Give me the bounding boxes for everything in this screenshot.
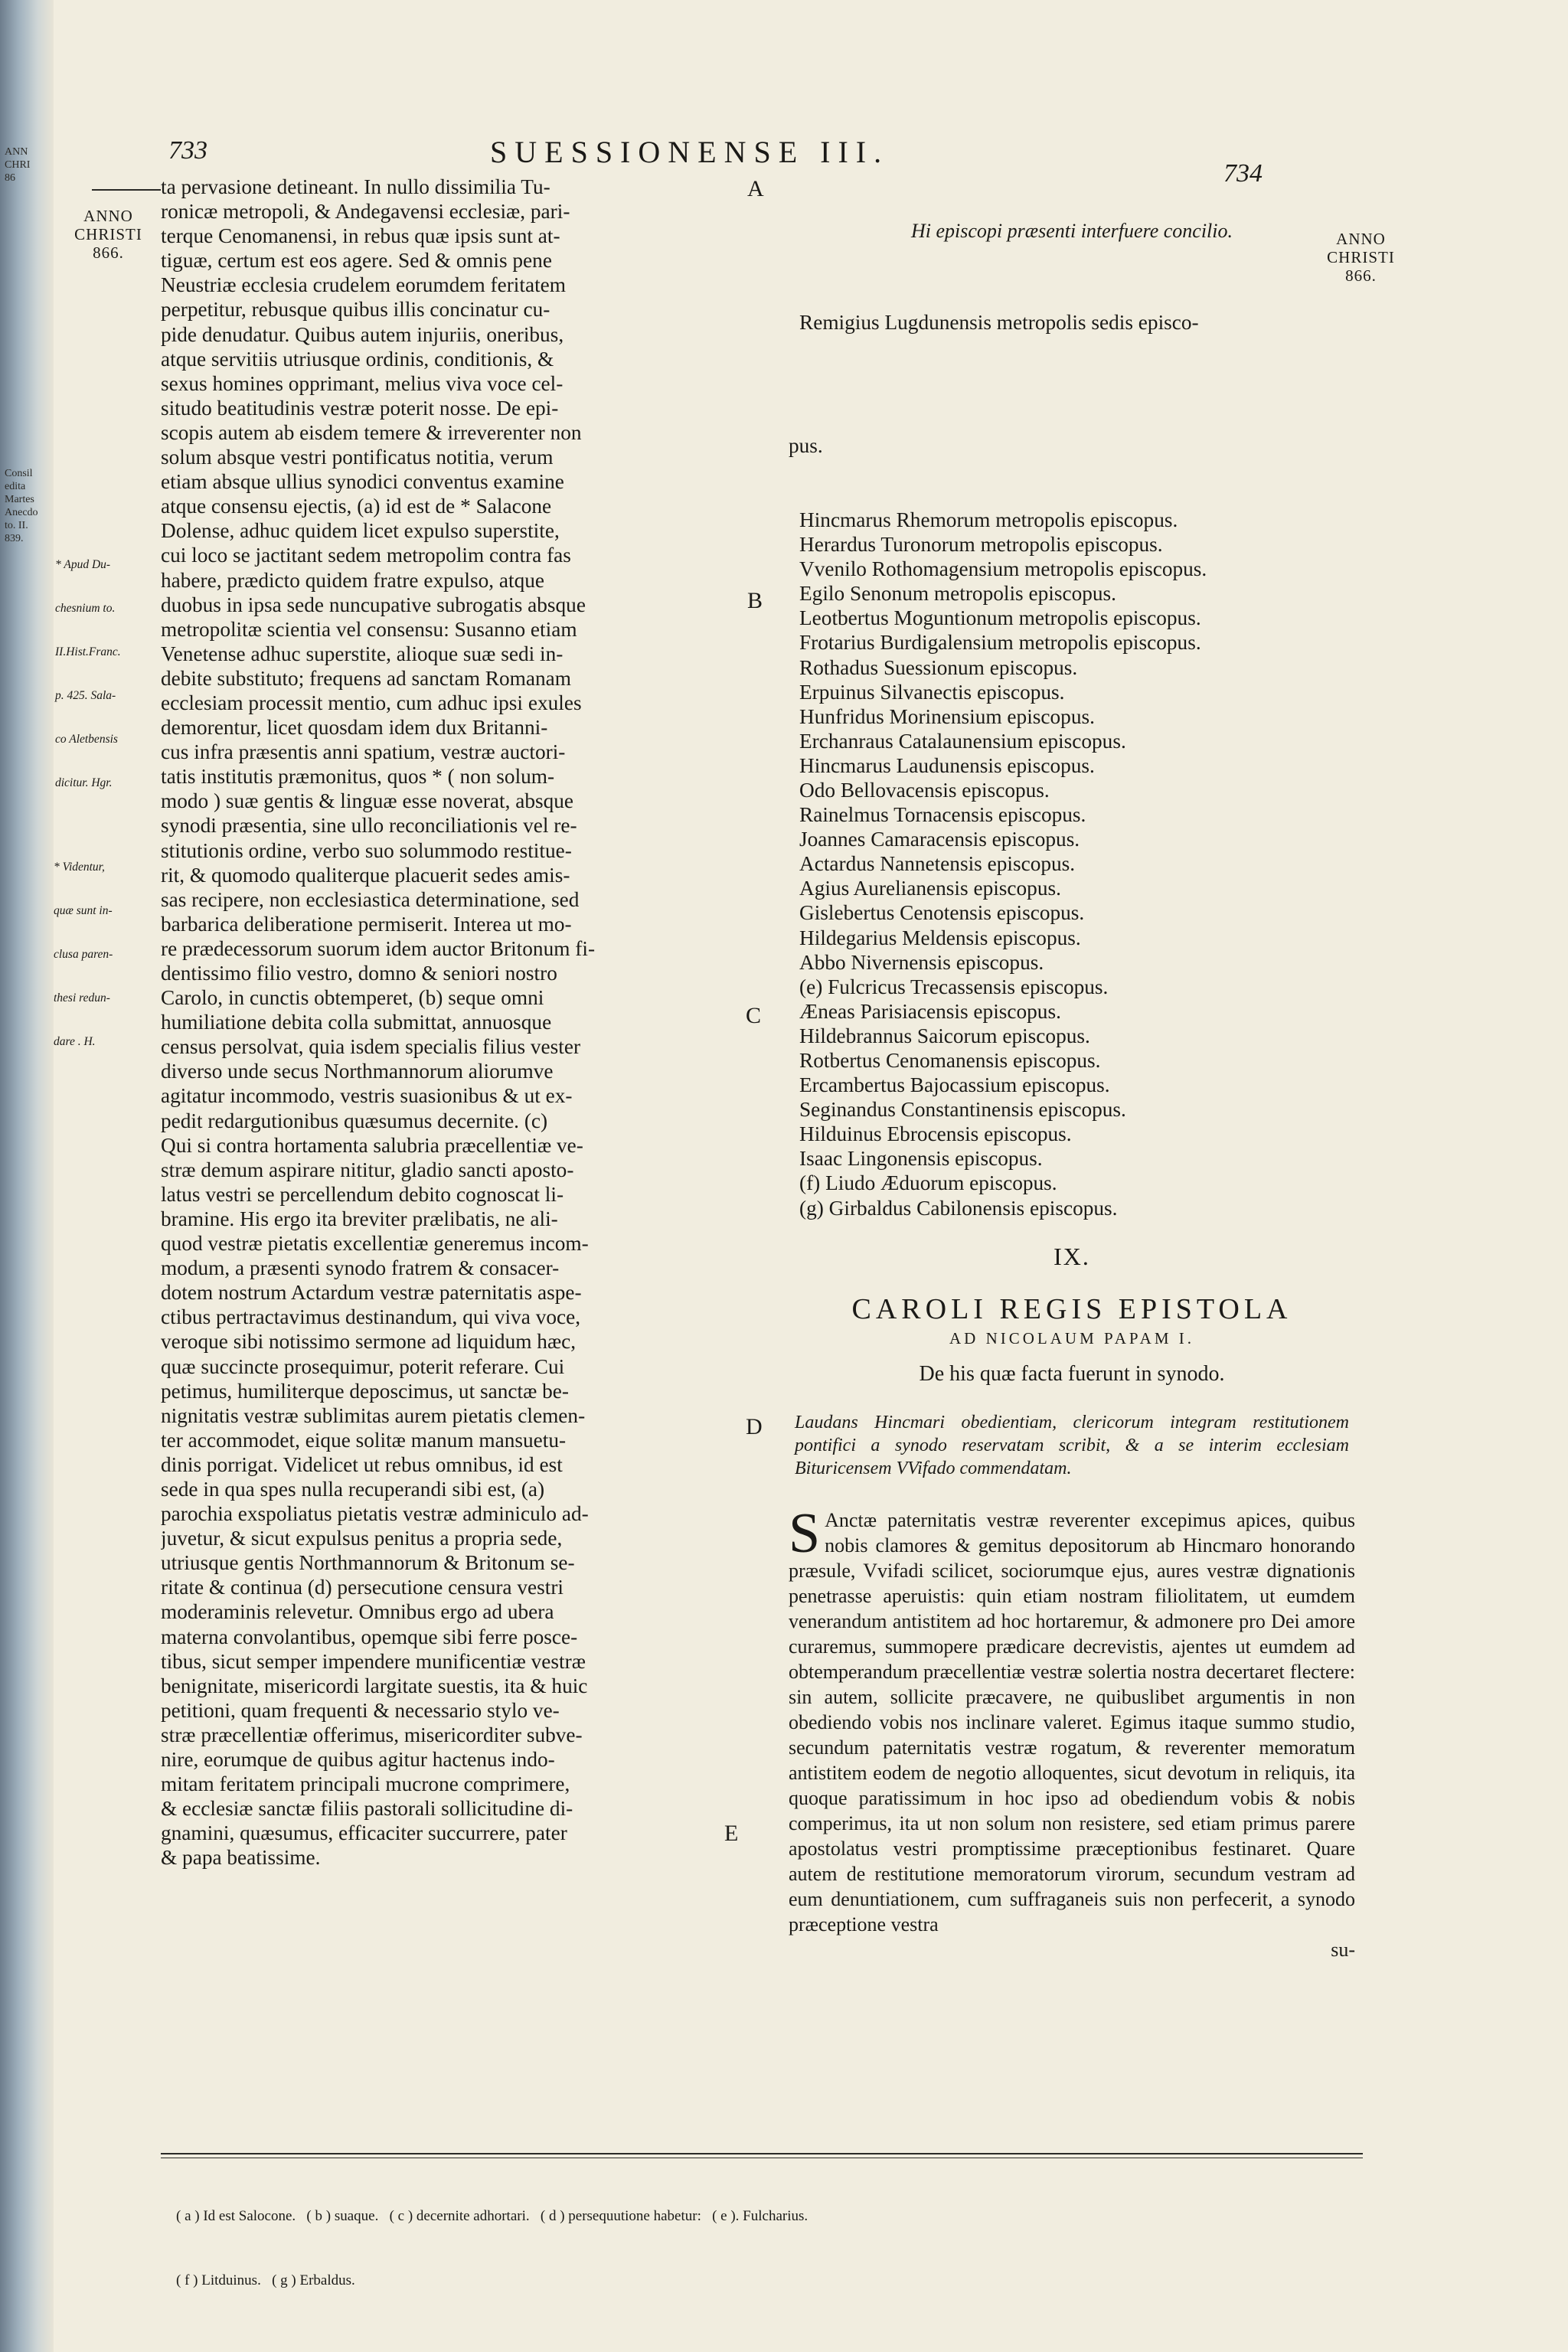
margin-note-line: * Videntur, (54, 861, 105, 874)
page-number-right: 734 (1223, 159, 1263, 188)
margin-note-line: chesnium to. (55, 602, 116, 615)
text-line: nignitatis vestræ sublimitas aurem pietatis clemen- (161, 1403, 586, 1427)
anno-christi-right: ANNO CHRISTI 866. (1327, 230, 1395, 285)
catchword: su- (1331, 1938, 1355, 1961)
bishop-line: Rothadus Suessionum episcopus. (799, 655, 1078, 679)
text-line: & papa beatissime. (161, 1846, 321, 1870)
text-line: stitutionis ordine, verbo suo solummodo restitue- (161, 838, 572, 862)
bishop-line: Erchanraus Catalaunensium episcopus. (799, 729, 1126, 753)
paragraph-dash (92, 189, 161, 191)
text-line: moderaminis relevetur. Omnibus ergo ad ubera (161, 1600, 554, 1624)
gutter-anno-text: ANN CHRI 86 (5, 146, 31, 184)
text-line: etiam absque ullius synodici conventus examine (161, 470, 564, 494)
bishop-line: Actardus Nannetensis episcopus. (799, 852, 1076, 876)
section-number: IX. (1054, 1242, 1090, 1270)
epistle-subject: De his quæ facta fuerunt in synodo. (919, 1361, 1225, 1386)
text-line: pedit redargutionibus quæsumus decernite. (c) (161, 1109, 548, 1132)
footnote-line: ( a ) Id est Salocone. ( b ) suaque. ( c ) decernite adhortari. ( d ) persequutione habetur: ( e ). Fulcharius. (176, 2208, 808, 2224)
epistle-title: CAROLI REGIS EPISTOLA (851, 1292, 1292, 1325)
text-line: stræ demum aspirare nititur, gladio sancti aposto- (161, 1158, 574, 1181)
text-line: ctibus pertractavimus destinandum, qui viva voce, (161, 1305, 581, 1329)
text-line: Qui si contra hortamenta salubria præcellentiæ ve- (161, 1133, 583, 1157)
text-line: tiguæ, certum est eos agere. Sed & omnis pene (161, 249, 552, 273)
first-bishop (789, 261, 1355, 384)
bishop-line: (f) Liudo Æduorum episcopus. (799, 1171, 1057, 1195)
bishop-line: pus. (789, 433, 823, 457)
footnotes (176, 2163, 808, 2334)
text-line: petimus, humiliterque deposcimus, ut sanctæ be- (161, 1379, 569, 1403)
section-marker-d: D (746, 1414, 763, 1439)
text-line: Venetense adhuc superstite, alioque suæ sedi in- (161, 642, 564, 665)
margin-note-line: dare . H. (54, 1035, 96, 1048)
text-line: agitatur incommodo, vestris suasionibus & ut ex- (161, 1084, 573, 1108)
text-line: juvetur, & sicut expulsus penitus a propria sede, (161, 1527, 563, 1550)
bishop-line: (g) Girbaldus Cabilonensis episcopus. (799, 1196, 1118, 1220)
margin-note-line: dicitur. Hgr. (55, 776, 113, 789)
bishop-line: Hildegarius Meldensis episcopus. (799, 926, 1081, 949)
right-column (789, 218, 1355, 1962)
margin-note-line: II.Hist.Franc. (55, 645, 121, 658)
text-line: bramine. His ergo ita breviter prælibatis, ne ali- (161, 1207, 558, 1230)
bishop-line: Æneas Parisiacensis episcopus. (799, 999, 1061, 1023)
text-line: latus vestri se percellendum debito cognoscat li- (161, 1182, 564, 1206)
epistle-body (789, 1501, 1355, 1937)
bishop-line: Seginandus Constantinensis episcopus. (799, 1098, 1126, 1122)
text-line: Carolo, in cunctis obtemperet, (b) seque omni (161, 986, 544, 1010)
bishop-line: Remigius Lugdunensis metropolis sedis episco- (799, 311, 1199, 335)
text-line: veroque sibi notissimo sermone ad liquidum hæc, (161, 1330, 577, 1354)
text-line: atque consensu ejectis, (a) id est de * Salacone (161, 495, 552, 518)
bishop-line: Herardus Turonorum metropolis episcopus. (799, 533, 1163, 557)
text-line: quod vestræ pietatis excellentiæ generemus incom- (161, 1232, 589, 1256)
bishop-line: Leotbertus Moguntionum metropolis episcopus. (799, 606, 1201, 630)
text-line: dotem nostrum Actardum vestræ paternitatis aspe- (161, 1281, 582, 1305)
text-line: sas recipere, non ecclesiastica determinatione, sed (161, 887, 580, 911)
text-line: debite substituto; frequens ad sanctam Romanam (161, 666, 571, 690)
text-line: dinis porrigat. Videlicet ut rebus omnibus, id est (161, 1452, 563, 1476)
bishop-line: Agius Aurelianensis episcopus. (799, 877, 1061, 900)
binding-gutter (0, 0, 54, 2352)
drop-cap: S (789, 1501, 821, 1565)
text-line: pide denudatur. Quibus autem injuriis, oneribus, (161, 322, 564, 346)
bishop-line: Abbo Nivernensis episcopus. (799, 950, 1044, 974)
text-line: tibus, sicut semper impendere munificentiæ vestræ (161, 1649, 586, 1673)
text-line: dentissimo filio vestro, domno & seniori nostro (161, 962, 557, 985)
bishop-line: Gislebertus Cenotensis episcopus. (799, 901, 1085, 925)
epistle-summary: Laudans Hincmari obedientiam, clericorum integram restitutionem pontifici a synodo reservatam scribit, & a se interim ecclesiam Bituricensem VVifado commendatam. (795, 1412, 1349, 1478)
text-line: quæ succincte prosequimur, poterit referare. Cui (161, 1354, 565, 1378)
text-line: Neustriæ ecclesia crudelem eorumdem feritatem (161, 273, 567, 297)
margin-note-line: thesi redun- (54, 991, 110, 1004)
book-page (54, 0, 1568, 2352)
text-line: habere, prædicto quidem fratre expulso, atque (161, 568, 545, 592)
bishop-line: Joannes Camaracensis episcopus. (799, 828, 1080, 851)
text-line: diverso unde secus Northmannorum aliorumve (161, 1060, 554, 1083)
text-line: perpetitur, rebusque quibus illis concinatur cu- (161, 298, 550, 322)
section-marker-e: E (724, 1821, 739, 1846)
text-line: situdo beatitudinis vestræ poterit nosse. De epi- (161, 396, 559, 420)
page-number-left: 733 (168, 136, 207, 165)
text-line: atque servitiis utriusque ordinis, conditionis, & (161, 347, 554, 371)
text-line: & ecclesiæ sanctæ filiis pastorali sollicitudine di- (161, 1797, 573, 1821)
bishop-line: Isaac Lingonensis episcopus. (799, 1147, 1043, 1171)
margin-note-salacone (55, 528, 121, 819)
margin-note-videntur (54, 831, 113, 1078)
text-line: materna convolantibus, opemque sibi ferre posce- (161, 1625, 578, 1648)
text-line: ta pervasione detineant. In nullo dissimilia Tu- (161, 175, 550, 198)
epistle-text: Anctæ paternitatis vestræ reverenter excepimus apices, quibus nobis clamores & gemitus depositorum ab Hincmaro honorando præsule, Vvifadi scilicet, sociorumque ejus, aures vestræ dignationis penetrasse aperuistis: quin etiam nostram filiolitatem, ut eumdem venerandum antistitem ad hoc hortaremur, & admonere pro Dei amore curaremus, summopere prædicare decrevistis, ajentes ut eumdem ad obtemperandum præcellentiæ vestræ solertia nostra decertaret flectere: sin autem, sollicite præcavere, ne quibuslibet argumentis in non obediendo vobis nos inclinare valeret. Egimus itaque summo studio, secundum paternitatis vestræ rogatum, & reverenter memoratum antistitem eodem de negotio alloquentes, sicut devotum in reliquis, ita quoque paratissimum in hoc ipso ad obediendum vobis & nobis comperimus, ita ut non solum non resistere, sed etiam primus parere apostolatus vestri promptissime præceptionibus festinaret. Quare autem de restitutione memoratorum virorum, secundum vestram ad eum denuntiationem, cum suffraganeis suis non perfecerit, a synodo præceptione vestra (789, 1508, 1355, 1936)
text-line: gnamini, quæsumus, efficaciter succurrere, pater (161, 1821, 567, 1845)
margin-note-line: co Aletbensis (55, 733, 118, 746)
section-marker-a: A (747, 176, 764, 201)
text-line: re prædecessorum suorum idem auctor Britonum fi- (161, 936, 596, 960)
bishop-line: Hincmarus Laudunensis episcopus. (799, 753, 1095, 777)
text-line: sede in qua spes nulla recuperandi sibi est, (a) (161, 1477, 545, 1501)
bishop-line: Rainelmus Tornacensis episcopus. (799, 803, 1086, 827)
text-line: benignitate, misericordi largitate suestis, ita & huic (161, 1674, 588, 1697)
gutter-note-text: Consil edita Martes Anecdo to. II. 839. (5, 468, 38, 544)
text-line: nire, eorumque de quibus agitur hactenus indo- (161, 1748, 555, 1771)
margin-note-line: * Apud Du- (55, 558, 111, 571)
bishop-line: Odo Bellovacensis episcopus. (799, 778, 1050, 802)
bishop-line: Egilo Senonum metropolis episcopus. (799, 582, 1116, 606)
bishop-line: Ercambertus Bajocassium episcopus. (799, 1073, 1110, 1097)
text-line: census persolvat, quia isdem specialis filius vester (161, 1035, 581, 1059)
text-line: mitam feritatem principali mucrone comprimere, (161, 1772, 570, 1796)
text-line: sexus homines opprimant, melius viva voce cel- (161, 371, 564, 395)
text-line: tatis institutis præmonitus, quos * ( non solum- (161, 765, 555, 789)
text-line: demorentur, licet quosdam idem dux Britanni- (161, 716, 548, 740)
text-line: cui loco se jactitant sedem metropolim contra fas (161, 544, 571, 567)
text-line: barbarica deliberatione permiserit. Interea ut mo- (161, 912, 572, 936)
text-line: humiliatione debita colla submittat, annuosque (161, 1011, 552, 1034)
bishop-line: Hildebrannus Saicorum episcopus. (799, 1024, 1090, 1047)
section-marker-b: B (747, 588, 763, 613)
text-line: synodi præsentia, sine ullo reconciliationis vel re- (161, 814, 577, 838)
text-line: utriusque gentis Northmannorum & Britonum se- (161, 1551, 575, 1575)
bishop-line: Hincmarus Rhemorum metropolis episcopus. (799, 508, 1178, 531)
margin-note-line: quæ sunt in- (54, 904, 113, 917)
bishops-intro: Hi episcopi præsenti interfuere concilio. (910, 220, 1233, 242)
bishop-line: Vvenilo Rothomagensium metropolis episcopus. (799, 557, 1207, 581)
footnote-line: ( f ) Litduinus. ( g ) Erbaldus. (176, 2272, 355, 2288)
text-line: rit, & quomodo qualiterque placuerit sedes amis- (161, 863, 570, 887)
footnote-rule (161, 2153, 1363, 2154)
first-bishop-cont (789, 384, 1355, 506)
text-line: ronicæ metropoli, & Andegavensi ecclesiæ, pari- (161, 200, 570, 224)
section-marker-c: C (746, 1003, 762, 1028)
text-line: ecclesiam processit mentio, cum adhuc ipsi exules (161, 691, 582, 714)
margin-note-line: p. 425. Sala- (55, 689, 116, 702)
bishop-line: Hilduinus Ebrocensis episcopus. (799, 1122, 1072, 1146)
text-line: ritate & continua (d) persecutione censura vestri (161, 1576, 564, 1599)
text-line: cus infra præsentis anni spatium, vestræ auctori- (161, 740, 566, 764)
bishop-line: Rotbertus Cenomanensis episcopus. (799, 1049, 1101, 1072)
anno-christi-left: ANNO CHRISTI 866. (74, 207, 142, 262)
bishop-line: (e) Fulcricus Trecassensis episcopus. (799, 975, 1109, 998)
text-line: parochia exspoliatus pietatis vestræ adminiculo ad- (161, 1502, 589, 1526)
running-title: SUESSIONENSE III. (490, 135, 890, 169)
bishop-line: Frotarius Burdigalensium metropolis episcopus. (799, 631, 1201, 655)
left-column-text (161, 175, 779, 1870)
bishop-line: Erpuinus Silvanectis episcopus. (799, 680, 1065, 704)
text-line: petitioni, quam frequenti & necessario stylo ve- (161, 1698, 560, 1722)
bishop-line: Hunfridus Morinensium episcopus. (799, 704, 1095, 728)
text-line: scopis autem ab eisdem temere & irreverenter non (161, 420, 582, 444)
text-line: modo ) suæ gentis & linguæ esse noverat, absque (161, 789, 574, 813)
text-line: stræ præcellentiæ offerimus, misericorditer subve- (161, 1723, 583, 1746)
text-line: modum, a præsenti synodo fratrem & consacer- (161, 1256, 560, 1280)
epistle-subtitle: AD NICOLAUM PAPAM I. (949, 1328, 1194, 1348)
bishop-list (789, 507, 1355, 1220)
text-line: solum absque vestri pontificatus notitia, verum (161, 446, 554, 469)
text-line: metropolitæ scientia vel consensu: Susanno etiam (161, 617, 577, 641)
text-line: terque Cenomanensi, in rebus quæ ipsis sunt at- (161, 224, 560, 248)
text-line: ter accommodet, eique solitæ manum mansuetu- (161, 1428, 567, 1452)
text-line: duobus in ipsa sede nuncupative subrogatis absque (161, 593, 586, 616)
margin-note-line: clusa paren- (54, 948, 113, 961)
text-line: Dolense, adhuc quidem licet expulso superstite, (161, 519, 560, 543)
